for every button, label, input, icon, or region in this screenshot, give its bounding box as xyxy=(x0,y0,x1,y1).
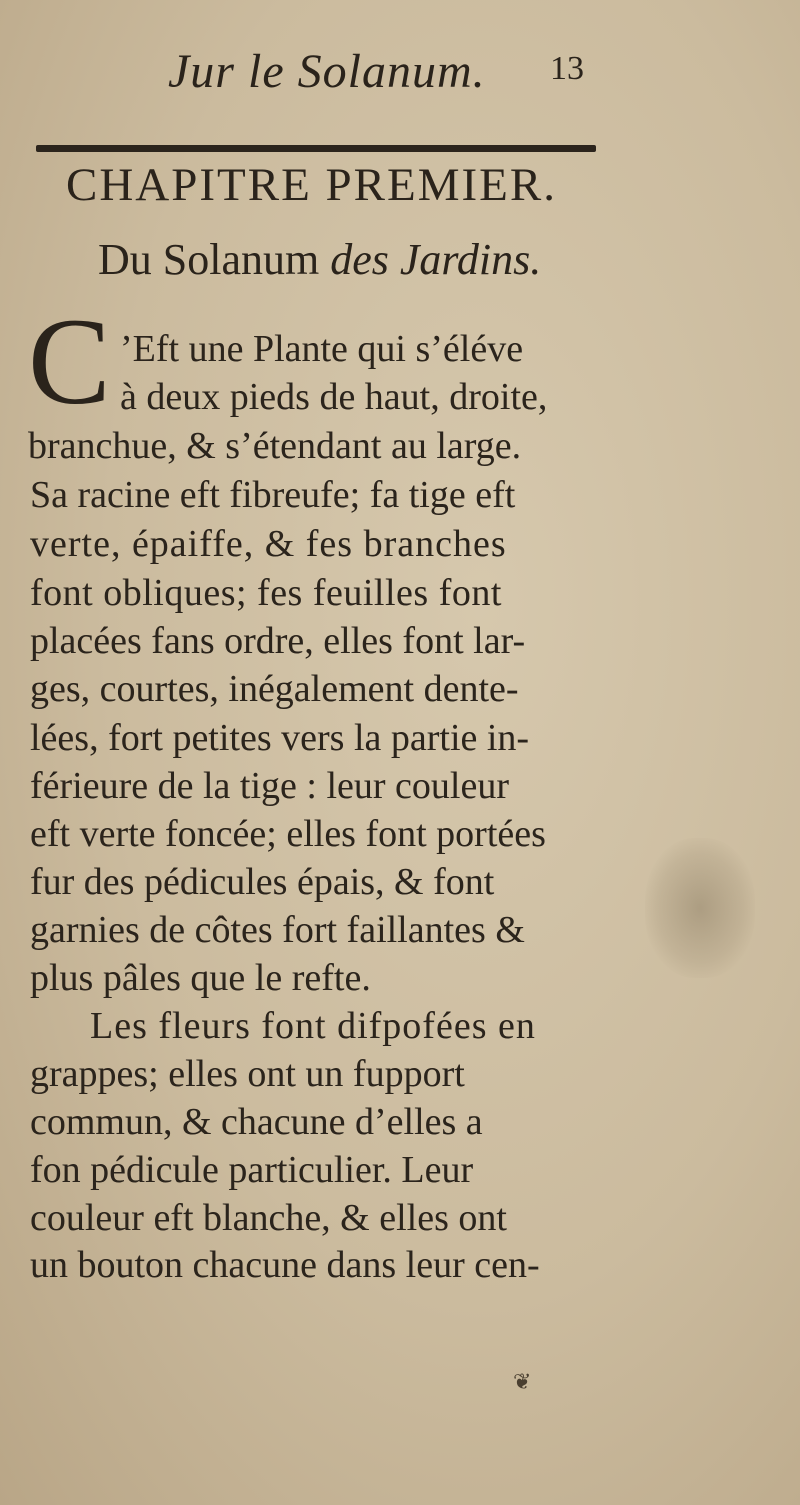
text-line: placées fans ordre, elles font lar- xyxy=(30,620,526,662)
text-line: fur des pédicules épais, & font xyxy=(30,861,495,903)
chapter-subtitle-prefix: Du Solanum xyxy=(98,235,331,284)
text-line: lées, fort petites vers la partie in- xyxy=(30,717,530,759)
leaf-ornament-icon: ❦ xyxy=(513,1370,532,1395)
chapter-subtitle-italic: des Jardins. xyxy=(330,235,542,284)
text-line: grappes; elles ont un fupport xyxy=(30,1053,465,1095)
running-head xyxy=(0,44,800,104)
text-line: fon pédicule particulier. Leur xyxy=(30,1149,474,1191)
text-line: un bouton chacune dans leur cen- xyxy=(30,1244,540,1286)
text-line: eft verte foncée; elles font portées xyxy=(30,813,546,855)
text-line: ’Eft une Plante qui s’éléve xyxy=(120,328,524,370)
text-line: branchue, & s’étendant au large. xyxy=(28,425,522,467)
header-rule xyxy=(36,145,596,152)
paper-stain xyxy=(645,838,755,978)
text-line: Les fleurs font difpofées en xyxy=(90,1005,536,1047)
running-title: Jur le Solanum. xyxy=(168,45,486,98)
text-line: Sa racine eft fibreufe; fa tige eft xyxy=(30,474,516,516)
chapter-title: CHAPITRE PREMIER. xyxy=(66,159,557,211)
dropcap: C xyxy=(28,293,111,430)
text-line: verte, épaiffe, & fes branches xyxy=(30,523,507,565)
text-line: garnies de côtes fort faillantes & xyxy=(30,909,525,951)
chapter-subtitle xyxy=(98,234,541,285)
text-line: commun, & chacune d’elles a xyxy=(30,1101,483,1143)
text-line: font obliques; fes feuilles font xyxy=(30,572,502,614)
text-line: plus pâles que le refte. xyxy=(30,957,371,999)
page-number: 13 xyxy=(550,50,584,87)
text-line: à deux pieds de haut, droite, xyxy=(120,376,548,418)
text-line: ges, courtes, inégalement dente- xyxy=(30,668,519,710)
text-line: férieure de la tige : leur couleur xyxy=(30,765,509,807)
text-line: couleur eft blanche, & elles ont xyxy=(30,1197,507,1239)
